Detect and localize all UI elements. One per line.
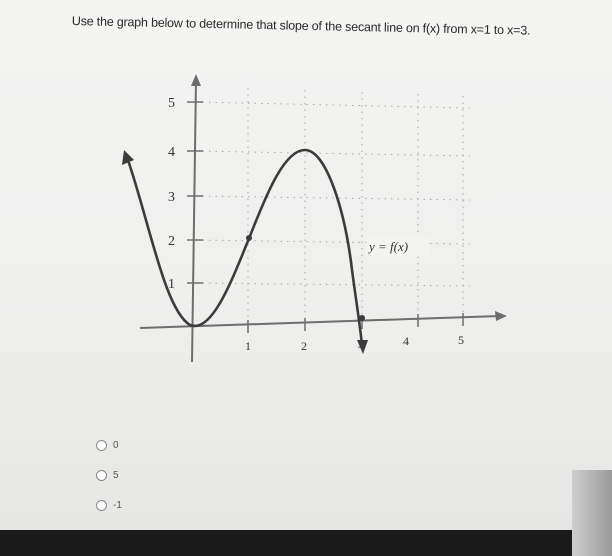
curve-point-x3 bbox=[359, 315, 365, 321]
grid-lines bbox=[196, 88, 470, 330]
question-text: Use the graph below to determine that slope of the secant line on f(x) from x=1 to x=3. bbox=[71, 14, 531, 38]
answer-options bbox=[96, 430, 122, 520]
y-tick-label-1: 1 bbox=[168, 277, 175, 292]
radio-button[interactable] bbox=[96, 440, 107, 451]
x-tick-label-1: 1 bbox=[245, 339, 251, 353]
axes bbox=[140, 74, 507, 362]
option-label: 5 bbox=[113, 469, 119, 481]
option-5[interactable] bbox=[96, 460, 122, 490]
x-tick-label-4: 4 bbox=[403, 334, 409, 348]
y-tick-label-2: 2 bbox=[168, 234, 175, 249]
option-label: -1 bbox=[113, 499, 122, 511]
function-curve bbox=[128, 150, 362, 345]
monitor-stand bbox=[572, 470, 612, 556]
radio-button[interactable] bbox=[96, 500, 107, 511]
option-0[interactable] bbox=[96, 430, 122, 460]
monitor-bezel bbox=[0, 530, 612, 556]
y-tick-label-4: 4 bbox=[168, 145, 175, 160]
x-tick-label-2: 2 bbox=[301, 339, 307, 353]
y-tick-label-3: 3 bbox=[168, 190, 175, 205]
option-label: 0 bbox=[113, 439, 119, 451]
y-tick-label-5: 5 bbox=[168, 96, 175, 111]
option-minus-1[interactable] bbox=[96, 490, 122, 520]
curve-point-x1 bbox=[246, 235, 252, 241]
curve-label: y = f(x) bbox=[369, 239, 409, 254]
x-tick-label-5: 5 bbox=[458, 333, 464, 347]
radio-button[interactable] bbox=[96, 470, 107, 481]
